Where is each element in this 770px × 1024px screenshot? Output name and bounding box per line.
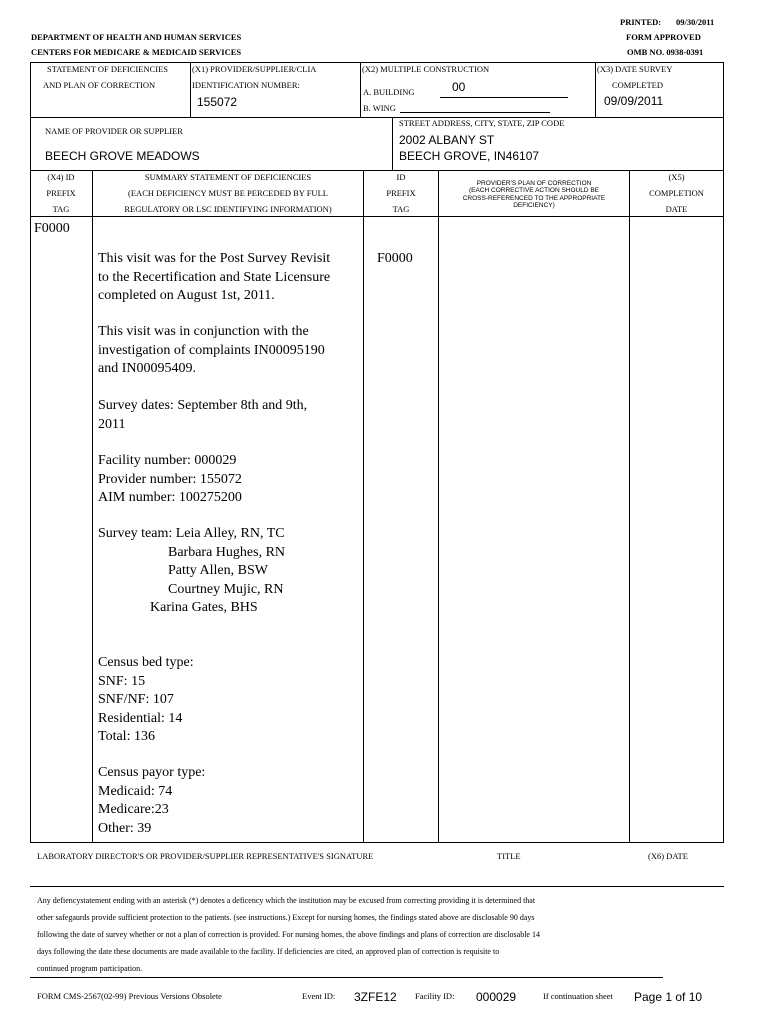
x5-header-3: DATE	[665, 204, 688, 214]
x3-label-1: (X3) DATE SURVEY	[597, 64, 673, 74]
event-id-label: Event ID:	[302, 991, 336, 1001]
address-line-2: BEECH GROVE, IN46107	[399, 149, 540, 163]
department-heading: DEPARTMENT OF HEALTH AND HUMAN SERVICES	[31, 32, 242, 42]
paragraph-complaints: This visit was in conjunction with the investigation of complaints IN00095190 and IN00095409.	[98, 324, 325, 376]
x4-header-3: TAG	[52, 204, 70, 214]
plan-header-1: PROVIDER'S PLAN OF CORRECTION	[476, 180, 592, 187]
statement-label-1: STATEMENT OF DEFICIENCIES	[47, 64, 169, 74]
facility-id-label: Facility ID:	[415, 991, 455, 1001]
paragraph-census-bed: Census bed type: SNF: 15 SNF/NF: 107 Residential: 14 Total: 136	[98, 655, 194, 744]
page-number: Page 1 of 10	[634, 990, 703, 1004]
right-prefix-tag: F0000	[377, 251, 413, 266]
plan-header-4: DEFICIENCY)	[513, 202, 555, 209]
date-completed: 09/09/2011	[604, 94, 664, 108]
id-header-2: PREFIX	[386, 188, 416, 198]
centers-heading: CENTERS FOR MEDICARE & MEDICAID SERVICES	[31, 47, 242, 57]
x1-label-1: (X1) PROVIDER/SUPPLIER/CLIA	[192, 64, 317, 74]
title-label: TITLE	[497, 851, 521, 861]
summary-header-2: (EACH DEFICIENCY MUST BE PERCEDED BY FULL	[128, 188, 328, 198]
survey-team-member: Courtney Mujic, RN	[168, 582, 284, 597]
paragraph-survey-dates: Survey dates: September 8th and 9th, 2011	[98, 398, 308, 432]
id-header-3: TAG	[392, 204, 410, 214]
wing-label: B. WING	[363, 103, 396, 113]
event-id: 3ZFE12	[354, 990, 397, 1004]
provider-number: 155072	[197, 95, 238, 109]
provider-name: BEECH GROVE MEADOWS	[45, 149, 200, 163]
printed-label: PRINTED:	[620, 17, 662, 27]
id-header-1: ID	[396, 172, 406, 182]
x2-label: (X2) MULTIPLE CONSTRUCTION	[362, 64, 490, 74]
address-line-1: 2002 ALBANY ST	[399, 133, 495, 147]
signature-label: LABORATORY DIRECTOR'S OR PROVIDER/SUPPLIER REPRESENTATIVE'S SIGNATURE	[37, 851, 374, 861]
form-approved: FORM APPROVED	[626, 32, 701, 42]
statement-label-2: AND PLAN OF CORRECTION	[43, 80, 156, 90]
x4-header-2: PREFIX	[46, 188, 76, 198]
survey-team-member: Patty Allen, BSW	[168, 563, 268, 578]
x4-header-1: (X4) ID	[47, 172, 75, 182]
address-label: STREET ADDRESS, CITY, STATE, ZIP CODE	[399, 118, 565, 128]
x3-label-2: COMPLETED	[612, 80, 663, 90]
x1-label-2: IDENTIFICATION NUMBER:	[192, 80, 300, 90]
x5-header-2: COMPLETION	[649, 188, 704, 198]
building-value: 00	[452, 80, 466, 94]
omb-number: OMB NO. 0938-0391	[627, 47, 704, 57]
survey-team-member: Barbara Hughes, RN	[168, 545, 286, 560]
summary-header-1: SUMMARY STATEMENT OF DEFICIENCIES	[144, 172, 312, 182]
paragraph-visit: This visit was for the Post Survey Revisit to the Recertification and State Licensure completed on August 1st, 2011.	[98, 251, 331, 303]
facility-id: 000029	[476, 990, 517, 1004]
x6-date-label: (X6) DATE	[648, 851, 688, 861]
survey-team-label: Survey team: Leia Alley, RN, TC	[98, 526, 285, 541]
continuation-sheet-label: If continuation sheet	[543, 991, 613, 1001]
survey-team-member: Karina Gates, BHS	[150, 600, 258, 615]
building-label: A. BUILDING	[363, 87, 415, 97]
plan-header-2: (EACH CORRECTIVE ACTION SHOULD BE	[468, 187, 600, 194]
x5-header-1: (X5)	[668, 172, 685, 182]
plan-header-3: CROSS-REFERENCED TO THE APPROPRIATE	[462, 195, 606, 202]
paragraph-facility-numbers: Facility number: 000029 Provider number: 155072 AIM number: 100275200	[98, 453, 242, 505]
left-prefix-tag: F0000	[34, 221, 70, 236]
summary-header-3: REGULATORY OR LSC IDENTIFYING INFORMATION)	[124, 204, 332, 214]
form-number: FORM CMS-2567(02-99) Previous Versions Obsolete	[37, 991, 222, 1001]
provider-name-label: NAME OF PROVIDER OR SUPPLIER	[45, 126, 183, 136]
paragraph-census-payor: Census payor type: Medicaid: 74 Medicare:23 Other: 39	[98, 765, 206, 836]
disclaimer: Any defiencystatement ending with an asterisk (*) denotes a deficency which the institution may be excused from correcting providing it is determined that other safegaurds provide sufficient protection to the patients. (see instructions.) Except for nursing homes, the findings stated above are disclosable 90 days following the date of survey whether or not a plan of correction is provided. For nursing homes, the above findings and plans of correction are disclosable 14 days following the date these documents are made available to the facility. If deficiencies are cited, an approved plan of correction is requisite to continued program participation.	[37, 896, 540, 973]
printed-date: 09/30/2011	[676, 17, 715, 27]
